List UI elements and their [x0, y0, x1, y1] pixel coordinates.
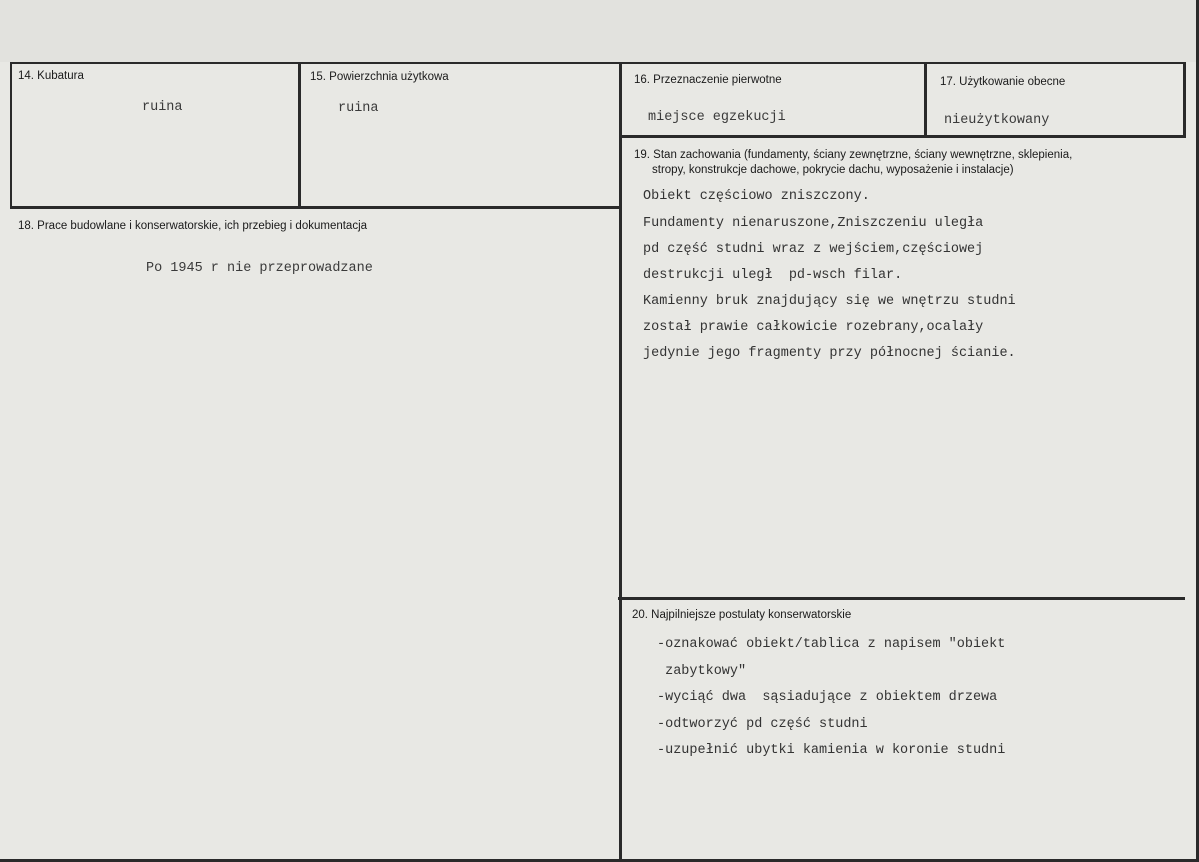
divider-14-15 — [298, 62, 301, 208]
field-17-label: 17. Użytkowanie obecne — [940, 76, 1066, 88]
field-18-value: Po 1945 r nie przeprowadzane — [146, 261, 373, 276]
field-20-line: -uzupełnić ubytki kamienia w koronie studni — [657, 743, 1006, 758]
field-19-line: jedynie jego fragmenty przy północnej ścianie. — [643, 346, 1016, 361]
field-19-line: został prawie całkowicie rozebrany,ocalały — [643, 320, 984, 335]
divider-16-17 — [924, 62, 927, 137]
field-20-line: -oznakować obiekt/tablica z napisem "obiekt — [657, 637, 1006, 652]
field-20-label: 20. Najpilniejsze postulaty konserwatorskie — [632, 609, 852, 621]
field-19-label-line2: stropy, konstrukcje dachowe, pokrycie dachu, wyposażenie i instalacje) — [652, 164, 1014, 176]
field-14-label: 14. Kubatura — [18, 70, 84, 82]
field-19-line: Kamienny bruk znajdujący się we wnętrzu studni — [643, 294, 1016, 309]
field-17-value: nieużytkowany — [944, 113, 1050, 128]
field-15-value: ruina — [338, 101, 379, 116]
divider-top — [10, 62, 1185, 64]
field-19-line: Obiekt częściowo zniszczony. — [643, 189, 870, 204]
divider-14-15-bottom — [10, 206, 620, 209]
field-16-value: miejsce egzekucji — [648, 110, 786, 125]
divider-16-17-bottom — [620, 135, 1185, 138]
field-14-value: ruina — [142, 100, 183, 115]
field-19-line: Fundamenty nienaruszone,Zniszczeniu uległa — [643, 216, 984, 231]
divider-19-bottom — [618, 597, 1185, 600]
field-20-line: -odtworzyć pd część studni — [657, 717, 868, 732]
top-margin — [0, 0, 1199, 62]
divider-left-edge — [10, 62, 12, 208]
field-20-line: -wyciąć dwa sąsiadujące z obiektem drzewa — [657, 690, 998, 705]
field-19-label-line1: 19. Stan zachowania (fundamenty, ściany zewnętrzne, ściany wewnętrzne, sklepienia, — [634, 149, 1073, 161]
divider-right — [1183, 62, 1186, 138]
field-15-label: 15. Powierzchnia użytkowa — [310, 71, 449, 83]
divider-15-16 — [619, 62, 622, 862]
field-19-line: pd część studni wraz z wejściem,częściowej — [643, 242, 984, 257]
field-18-label: 18. Prace budowlane i konserwatorskie, ich przebieg i dokumentacja — [18, 220, 368, 232]
field-20-line: zabytkowy" — [657, 664, 747, 679]
field-19-line: destrukcji uległ pd-wsch filar. — [643, 268, 903, 283]
field-16-label: 16. Przeznaczenie pierwotne — [634, 74, 782, 86]
